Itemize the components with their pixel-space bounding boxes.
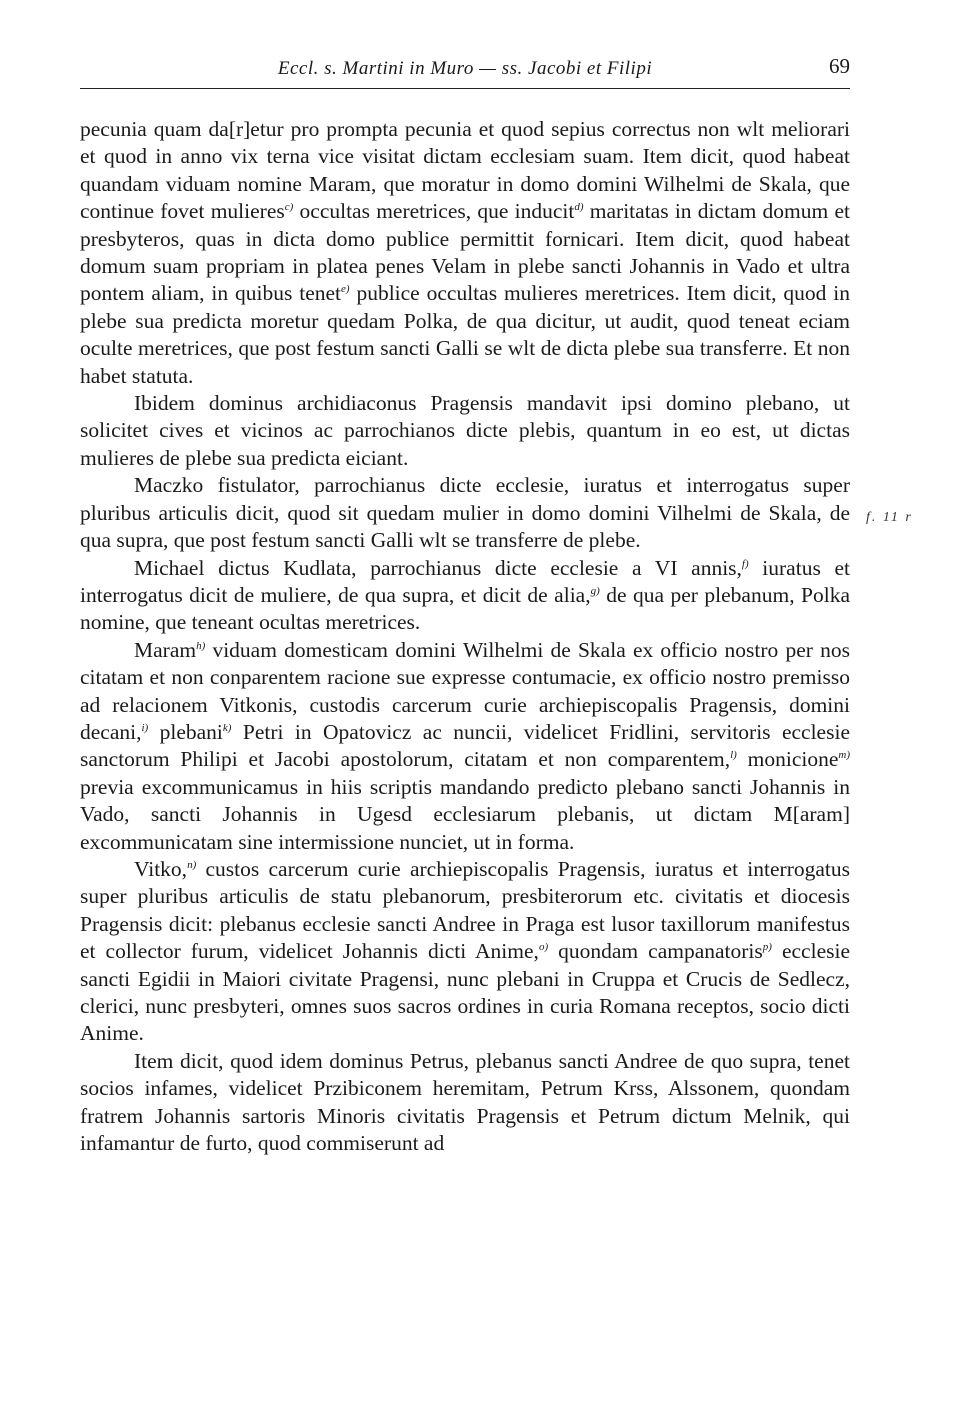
footnote-marker: p)	[762, 941, 772, 954]
footnote-marker: h)	[196, 639, 206, 652]
paragraph	[80, 637, 850, 856]
footnote-marker: g)	[590, 584, 600, 597]
running-head	[80, 52, 850, 89]
text-run: Ibidem dominus archidiaconus Pragensis mandavit ipsi domino plebano, ut solicitet cives et vicinos ac parrochianos dicte plebis, quantum in eo est, ut dictas mulieres de plebe sua predicta eiciant.	[80, 391, 850, 470]
text-run: quondam campanatoris	[548, 939, 763, 964]
footnote-marker: l)	[730, 749, 737, 762]
paragraph	[80, 555, 850, 637]
running-title: Eccl. s. Martini in Muro — ss. Jacobi et Filipi	[277, 58, 653, 79]
footnote-marker: d)	[574, 201, 584, 214]
text-run: Michael dictus Kudlata, parrochianus dicte ecclesie a VI annis,	[134, 555, 742, 580]
paragraph	[80, 472, 850, 554]
page-number: 69	[829, 54, 850, 78]
text-run: previa excommunicamus in hiis scriptis mandando predicto plebano sancti Johannis in Vado, sancti Johannis in Ugesd ecclesiarum plebanis, ut dictam M[aram] excommunicatam sine intermissione nunciet, ut in forma.	[80, 774, 850, 854]
text-run: Maczko fistulator, parrochianus dicte ecclesie, iuratus et interrogatus super pluribus articulis dicit, quod sit quedam mulier in domo domini Vilhelmi de Skala, de qua supra, que post festum sancti Galli wlt se transferre de plebe.	[80, 473, 850, 553]
footnote-marker: k)	[222, 721, 232, 734]
footnote-marker: e)	[341, 283, 350, 296]
text-run: de qua per plebanum, Polka nomine, que teneant ocultas meretrices.	[80, 582, 851, 635]
margin-folio-note: f. 11 r	[866, 510, 913, 525]
text-run: Petri in Opatovicz ac nuncii, videlicet Fridlini, servitoris ecclesie sanctorum Philipi et Jacobi apostolorum, citatam et non comparentem,	[80, 719, 850, 772]
text-run: viduam domesticam domini Wilhelmi de Skala ex officio nostro per nos citatam et non conparentem racione sue expresse contumacie, ex officio nostro premisso ad relacionem Vitkonis, custodis carcerum curie archiepiscopalis Pragensis, domini decani,	[80, 637, 850, 744]
footnote-marker: o)	[538, 941, 549, 954]
footnote-marker: m)	[838, 749, 850, 762]
paragraph	[80, 116, 850, 390]
text-run: iuratus et interrogatus dicit de muliere, de qua supra, et dicit de alia,	[80, 555, 850, 607]
text-run: publice occultas mulieres meretrices. Item dicit, quod in plebe sua predicta moretur quedam Polka, de qua dicitur, ut audit, quod teneat eciam oculte meretrices, que post festum sancti Galli se wlt de dicta plebe sua transferre. Et non habet statuta.	[80, 281, 851, 388]
text-run: ecclesie sancti Egidii in Maiori civitate Pragensi, nunc plebani in Cruppa et Crucis de Sedlecz, clerici, nunc presbyteri, omnes suos sacros ordines in curia Romana receptos, socio dicti Anime.	[80, 939, 850, 1046]
text-run: Maram	[134, 637, 197, 662]
paragraph	[80, 1048, 850, 1158]
text-run: monicione	[736, 747, 839, 772]
footnote-marker: n)	[187, 858, 197, 871]
text-run: maritatas in dictam domum et presbyteros, quas in dicta domo publice permittit fornicari. Item dicit, quod habeat domum suam propriam in platea penes Velam in plebe sancti Johannis in Vado et ultra pontem aliam, in quibus tenet	[80, 199, 850, 306]
text-run: plebani	[148, 719, 223, 744]
paragraph	[80, 856, 850, 1048]
paragraph	[80, 390, 850, 472]
text-run: custos carcerum curie archiepiscopalis Pragensis, iuratus et interrogatus super pluribus articulis de statu plebanorum, presbiterorum etc. civitatis et diocesis Pragensis dicit: plebanus ecclesie sancti Andree in Praga est lusor taxillorum manifestus et collector furum, videlicet Johannis dicti Anime,	[80, 856, 850, 964]
body-text	[80, 116, 850, 1157]
footnote-marker: f)	[741, 557, 749, 570]
footnote-marker: i)	[141, 721, 149, 734]
text-run: Item dicit, quod idem dominus Petrus, plebanus sancti Andree de quo supra, tenet socios infames, videlicet Przibiconem heremitam, Petrum Krss, Alssonem, quondam fratrem Johannis sartoris Minoris civitatis Pragensis et Petrum dictum Melnik, qui infamantur de furto, quod commiserunt ad	[80, 1048, 850, 1156]
text-run: Vitko,	[134, 856, 188, 881]
text-run: pecunia quam da[r]etur pro prompta pecunia et quod sepius correctus non wlt meliorari et quod in anno vix terna vice visitat dictam ecclesiam suam. Item dicit, quod habeat quandam viduam nomine Maram, que moratur in domo domini Wilhelmi de Skala, que continue fovet mulieres	[80, 117, 850, 224]
text-run: occultas meretrices, que inducit	[293, 199, 575, 224]
footnote-marker: c)	[284, 201, 294, 214]
